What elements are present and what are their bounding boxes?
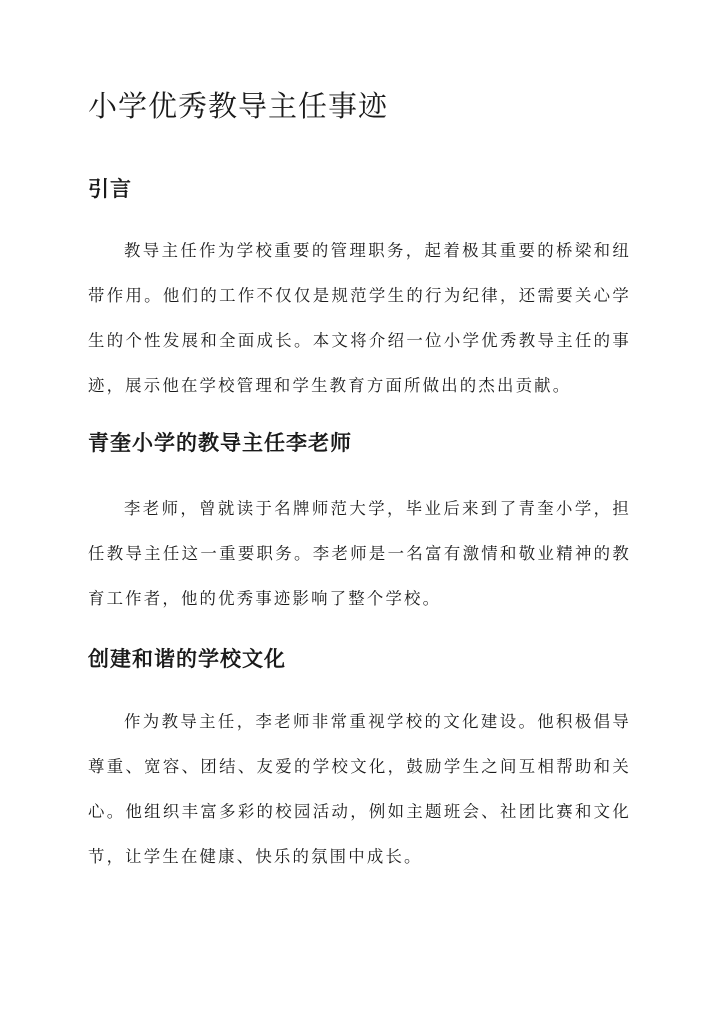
section-paragraph-culture: 作为教导主任，李老师非常重视学校的文化建设。他积极倡导尊重、宽容、团结、友爱的学校文化，鼓励学生之间互相帮助和关心。他组织丰富多彩的校园活动，例如主题班会、社团比赛和文化节，让学生在健康、快乐的氛围中成长。 — [88, 712, 631, 866]
section-paragraph-intro: 教导主任作为学校重要的管理职务，起着极其重要的桥梁和纽带作用。他们的工作不仅仅是规范学生的行为纪律，还需要关心学生的个性发展和全面成长。本文将介绍一位小学优秀教导主任的事迹，展示他在学校管理和学生教育方面所做出的杰出贡献。 — [88, 241, 631, 395]
section-heading-intro: 引言 — [88, 176, 132, 201]
section-heading-culture: 创建和谐的学校文化 — [88, 646, 286, 671]
section-paragraph-teacher: 李老师，曾就读于名牌师范大学，毕业后来到了青奎小学，担任教导主任这一重要职务。李老师是一名富有激情和敬业精神的教育工作者，他的优秀事迹影响了整个学校。 — [88, 499, 631, 608]
section-heading-teacher: 青奎小学的教导主任李老师 — [88, 430, 352, 455]
document-title: 小学优秀教导主任事迹 — [88, 89, 389, 123]
